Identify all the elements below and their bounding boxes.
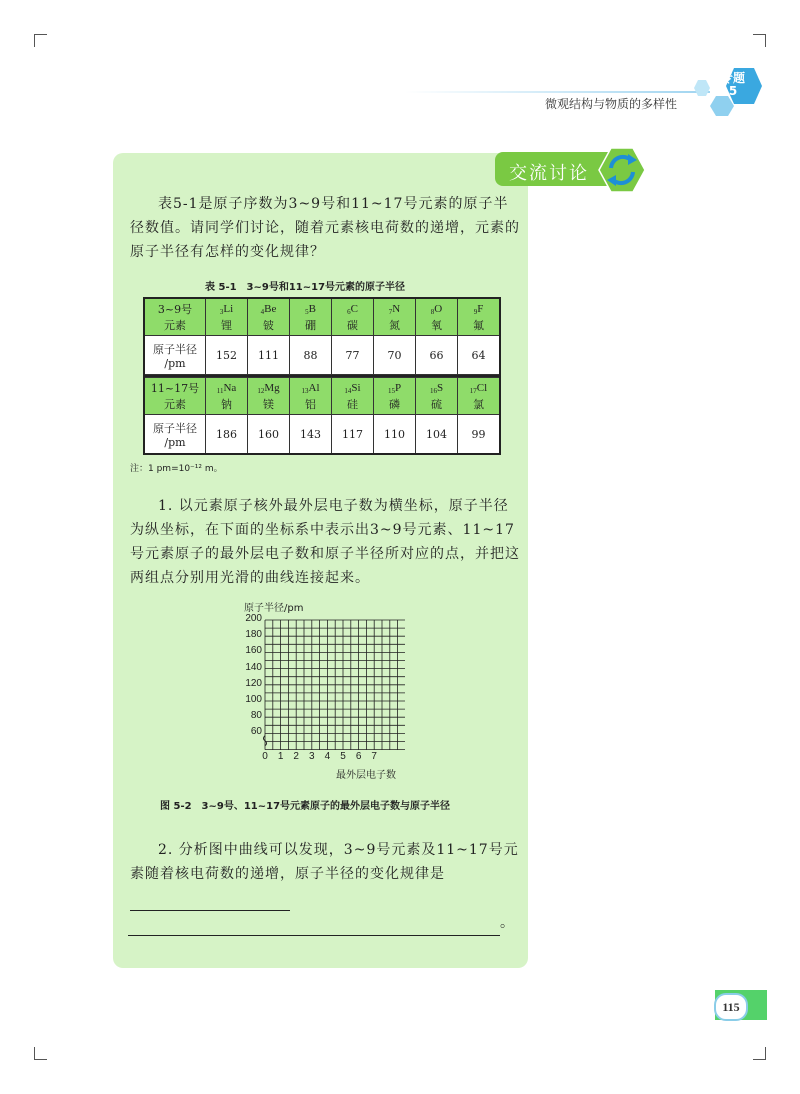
x-axis-label: 最外层电子数 xyxy=(336,770,396,781)
x-tick-label: 6 xyxy=(355,751,362,762)
row-header: 原子半径 /pm xyxy=(144,336,206,375)
x-tick-label: 7 xyxy=(371,751,377,762)
chapter-label: 专题 xyxy=(720,71,745,85)
element-cell: $_9$F 氟 xyxy=(458,298,501,336)
blank-coordinate-grid xyxy=(255,612,405,752)
question-1: 1. 以元素原子核外最外层电子数为横坐标，原子半径为纵坐标，在下面的坐标系中表示出3~9号元素、11~17号元素原子的最外层电子数和原子半径所对应的点，并把这两组点分别用光滑的曲线连接起来。 xyxy=(130,498,520,586)
radius-cell: 110 xyxy=(374,415,416,455)
element-cell: $_{14}$Si 硅 xyxy=(332,378,374,415)
row-header: 3~9号 元素 xyxy=(144,298,206,336)
radius-cell: 117 xyxy=(332,415,374,455)
y-tick-label: 140 xyxy=(245,661,262,673)
y-tick-label: 80 xyxy=(250,710,262,722)
question-2-text: 2. 分析图中曲线可以发现，3~9号元素及11~17号元素随着核电荷数的递增，原子半径的变化规律是 xyxy=(130,842,519,882)
radius-cell: 104 xyxy=(416,415,458,455)
header-rule xyxy=(405,91,710,93)
y-tick-label: 180 xyxy=(245,629,262,641)
x-tick-label: 1 xyxy=(277,751,284,762)
table-row xyxy=(144,378,500,415)
element-cell: $_5$B 硼 xyxy=(290,298,332,336)
radius-cell: 111 xyxy=(248,336,290,375)
element-cell: $_{12}$Mg 镁 xyxy=(248,378,290,415)
radius-cell: 99 xyxy=(458,415,501,455)
page-number: 115 xyxy=(714,993,748,1021)
radius-cell: 64 xyxy=(458,336,501,375)
radius-cell: 77 xyxy=(332,336,374,375)
intro-paragraph: 表5-1是原子序数为3~9号和11~17号元素的原子半径数值。请同学们讨论，随着元素核电荷数的递增，元素的原子半径有怎样的变化规律？ xyxy=(130,196,520,260)
element-cell: $_{15}$P 磷 xyxy=(374,378,416,415)
y-tick-label: 60 xyxy=(250,726,262,738)
radius-cell: 152 xyxy=(206,336,248,375)
y-tick-label: 200 xyxy=(245,613,262,624)
x-tick-label: 3 xyxy=(309,751,315,762)
element-cell: $_{17}$Cl 氯 xyxy=(458,378,501,415)
panel-tab xyxy=(495,146,655,194)
chapter-badge-label xyxy=(715,72,751,98)
element-cell: $_8$O 氧 xyxy=(416,298,458,336)
table-row xyxy=(144,415,500,455)
question-2-end: 。 xyxy=(500,915,515,931)
element-cell: $_7$N 氮 xyxy=(374,298,416,336)
element-cell: $_3$Li 锂 xyxy=(206,298,248,336)
figure-caption: 图 5-2 3~9号、11~17号元素原子的最外层电子数与原子半径 xyxy=(160,801,451,812)
x-tick-label: 5 xyxy=(340,751,346,762)
panel-title: 交流讨论 xyxy=(509,163,589,184)
table-row xyxy=(144,298,500,336)
radius-cell: 88 xyxy=(290,336,332,375)
y-tick-label: 160 xyxy=(245,645,262,657)
crop-mark xyxy=(753,34,766,47)
radius-cell: 143 xyxy=(290,415,332,455)
crop-mark xyxy=(753,1047,766,1060)
element-cell: $_{13}$Al 铝 xyxy=(290,378,332,415)
x-tick-label: 2 xyxy=(293,751,299,762)
row-header: 11~17号 元素 xyxy=(144,378,206,415)
y-axis-label: 原子半径/pm xyxy=(244,603,304,614)
header-subtitle: 微观结构与物质的多样性 xyxy=(545,97,678,111)
element-cell: $_6$C 碳 xyxy=(332,298,374,336)
table-row xyxy=(144,336,500,375)
table-note: 注：1 pm=10⁻¹² m。 xyxy=(130,464,223,474)
element-cell: $_4$Be 铍 xyxy=(248,298,290,336)
element-cell: $_{11}$Na 钠 xyxy=(206,378,248,415)
x-tick-label: 0 xyxy=(262,751,268,762)
answer-blank-continued[interactable] xyxy=(128,911,500,936)
crop-mark xyxy=(34,1047,47,1060)
radius-cell: 186 xyxy=(206,415,248,455)
atomic-radius-table xyxy=(143,297,501,455)
radius-cell: 160 xyxy=(248,415,290,455)
radius-cell: 70 xyxy=(374,336,416,375)
crop-mark xyxy=(34,34,47,47)
chapter-number: 5 xyxy=(728,84,738,98)
answer-blank[interactable] xyxy=(130,886,290,911)
refresh-cycle-icon xyxy=(597,146,647,194)
y-tick-label: 100 xyxy=(245,694,262,705)
element-cell: $_{16}$S 硫 xyxy=(416,378,458,415)
x-tick-label: 4 xyxy=(324,751,331,762)
row-header: 原子半径 /pm xyxy=(144,415,206,455)
radius-cell: 66 xyxy=(416,336,458,375)
table-caption: 表 5-1 3~9号和11~17号元素的原子半径 xyxy=(205,282,406,293)
y-tick-label: 120 xyxy=(245,677,262,689)
question-2 xyxy=(130,838,520,936)
